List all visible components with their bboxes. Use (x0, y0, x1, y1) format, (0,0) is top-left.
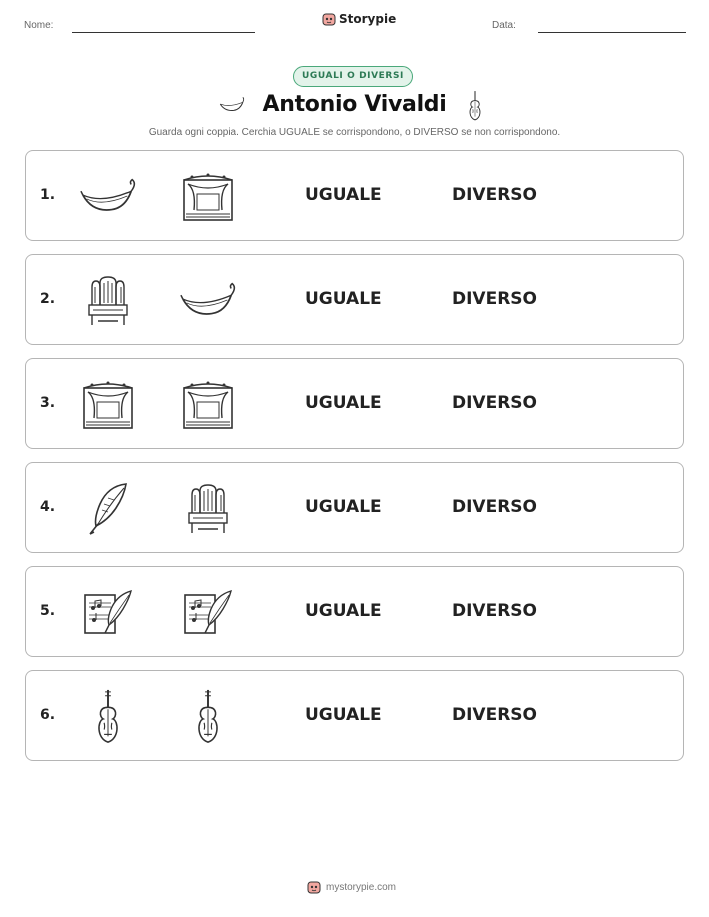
instructions: Guarda ogni coppia. Cerchia UGUALE se corrispondono, o DIVERSO se non corrispondono. (148, 127, 561, 138)
date-line[interactable] (538, 32, 686, 33)
different-option[interactable]: DIVERSO (452, 497, 537, 517)
same-option[interactable]: UGUALE (305, 601, 382, 621)
different-option[interactable]: DIVERSO (452, 289, 537, 309)
question-row (25, 670, 684, 761)
page-title: Antonio Vivaldi (262, 92, 447, 117)
gondola-icon (178, 275, 238, 327)
same-option[interactable]: UGUALE (305, 393, 382, 413)
question-number: 1. (40, 187, 56, 203)
question-number: 6. (40, 707, 56, 723)
gondola-icon (78, 171, 138, 223)
question-row (25, 254, 684, 345)
theater-icon (178, 171, 238, 223)
sheet-music-icon (178, 587, 238, 639)
brand-name: Storypie (339, 12, 397, 26)
different-option[interactable]: DIVERSO (452, 601, 537, 621)
question-number: 3. (40, 395, 56, 411)
organ-icon (178, 483, 238, 535)
question-row (25, 462, 684, 553)
question-row (25, 150, 684, 241)
question-number: 2. (40, 291, 56, 307)
question-row (25, 566, 684, 657)
theater-icon (78, 379, 138, 431)
date-label: Data: (492, 20, 516, 31)
theater-icon (178, 379, 238, 431)
quill-icon (78, 483, 138, 535)
same-option[interactable]: UGUALE (305, 185, 382, 205)
footer (307, 880, 396, 894)
same-option[interactable]: UGUALE (305, 289, 382, 309)
question-number: 4. (40, 499, 56, 515)
footer-site: mystorypie.com (326, 881, 397, 893)
name-label: Nome: (24, 20, 54, 31)
sheet-music-icon (78, 587, 138, 639)
violin-icon (466, 90, 484, 122)
different-option[interactable]: DIVERSO (452, 185, 537, 205)
different-option[interactable]: DIVERSO (452, 705, 537, 725)
violin-icon (178, 691, 238, 743)
same-option[interactable]: UGUALE (305, 497, 382, 517)
different-option[interactable]: DIVERSO (452, 393, 537, 413)
name-line[interactable] (72, 32, 255, 33)
violin-icon (78, 691, 138, 743)
storypie-mascot-icon (322, 12, 336, 26)
storypie-mascot-icon (307, 880, 321, 894)
same-option[interactable]: UGUALE (305, 705, 382, 725)
question-row (25, 358, 684, 449)
question-number: 5. (40, 603, 56, 619)
activity-badge: UGUALI O DIVERSI (293, 66, 413, 87)
brand-logo (322, 12, 396, 26)
organ-icon (78, 275, 138, 327)
